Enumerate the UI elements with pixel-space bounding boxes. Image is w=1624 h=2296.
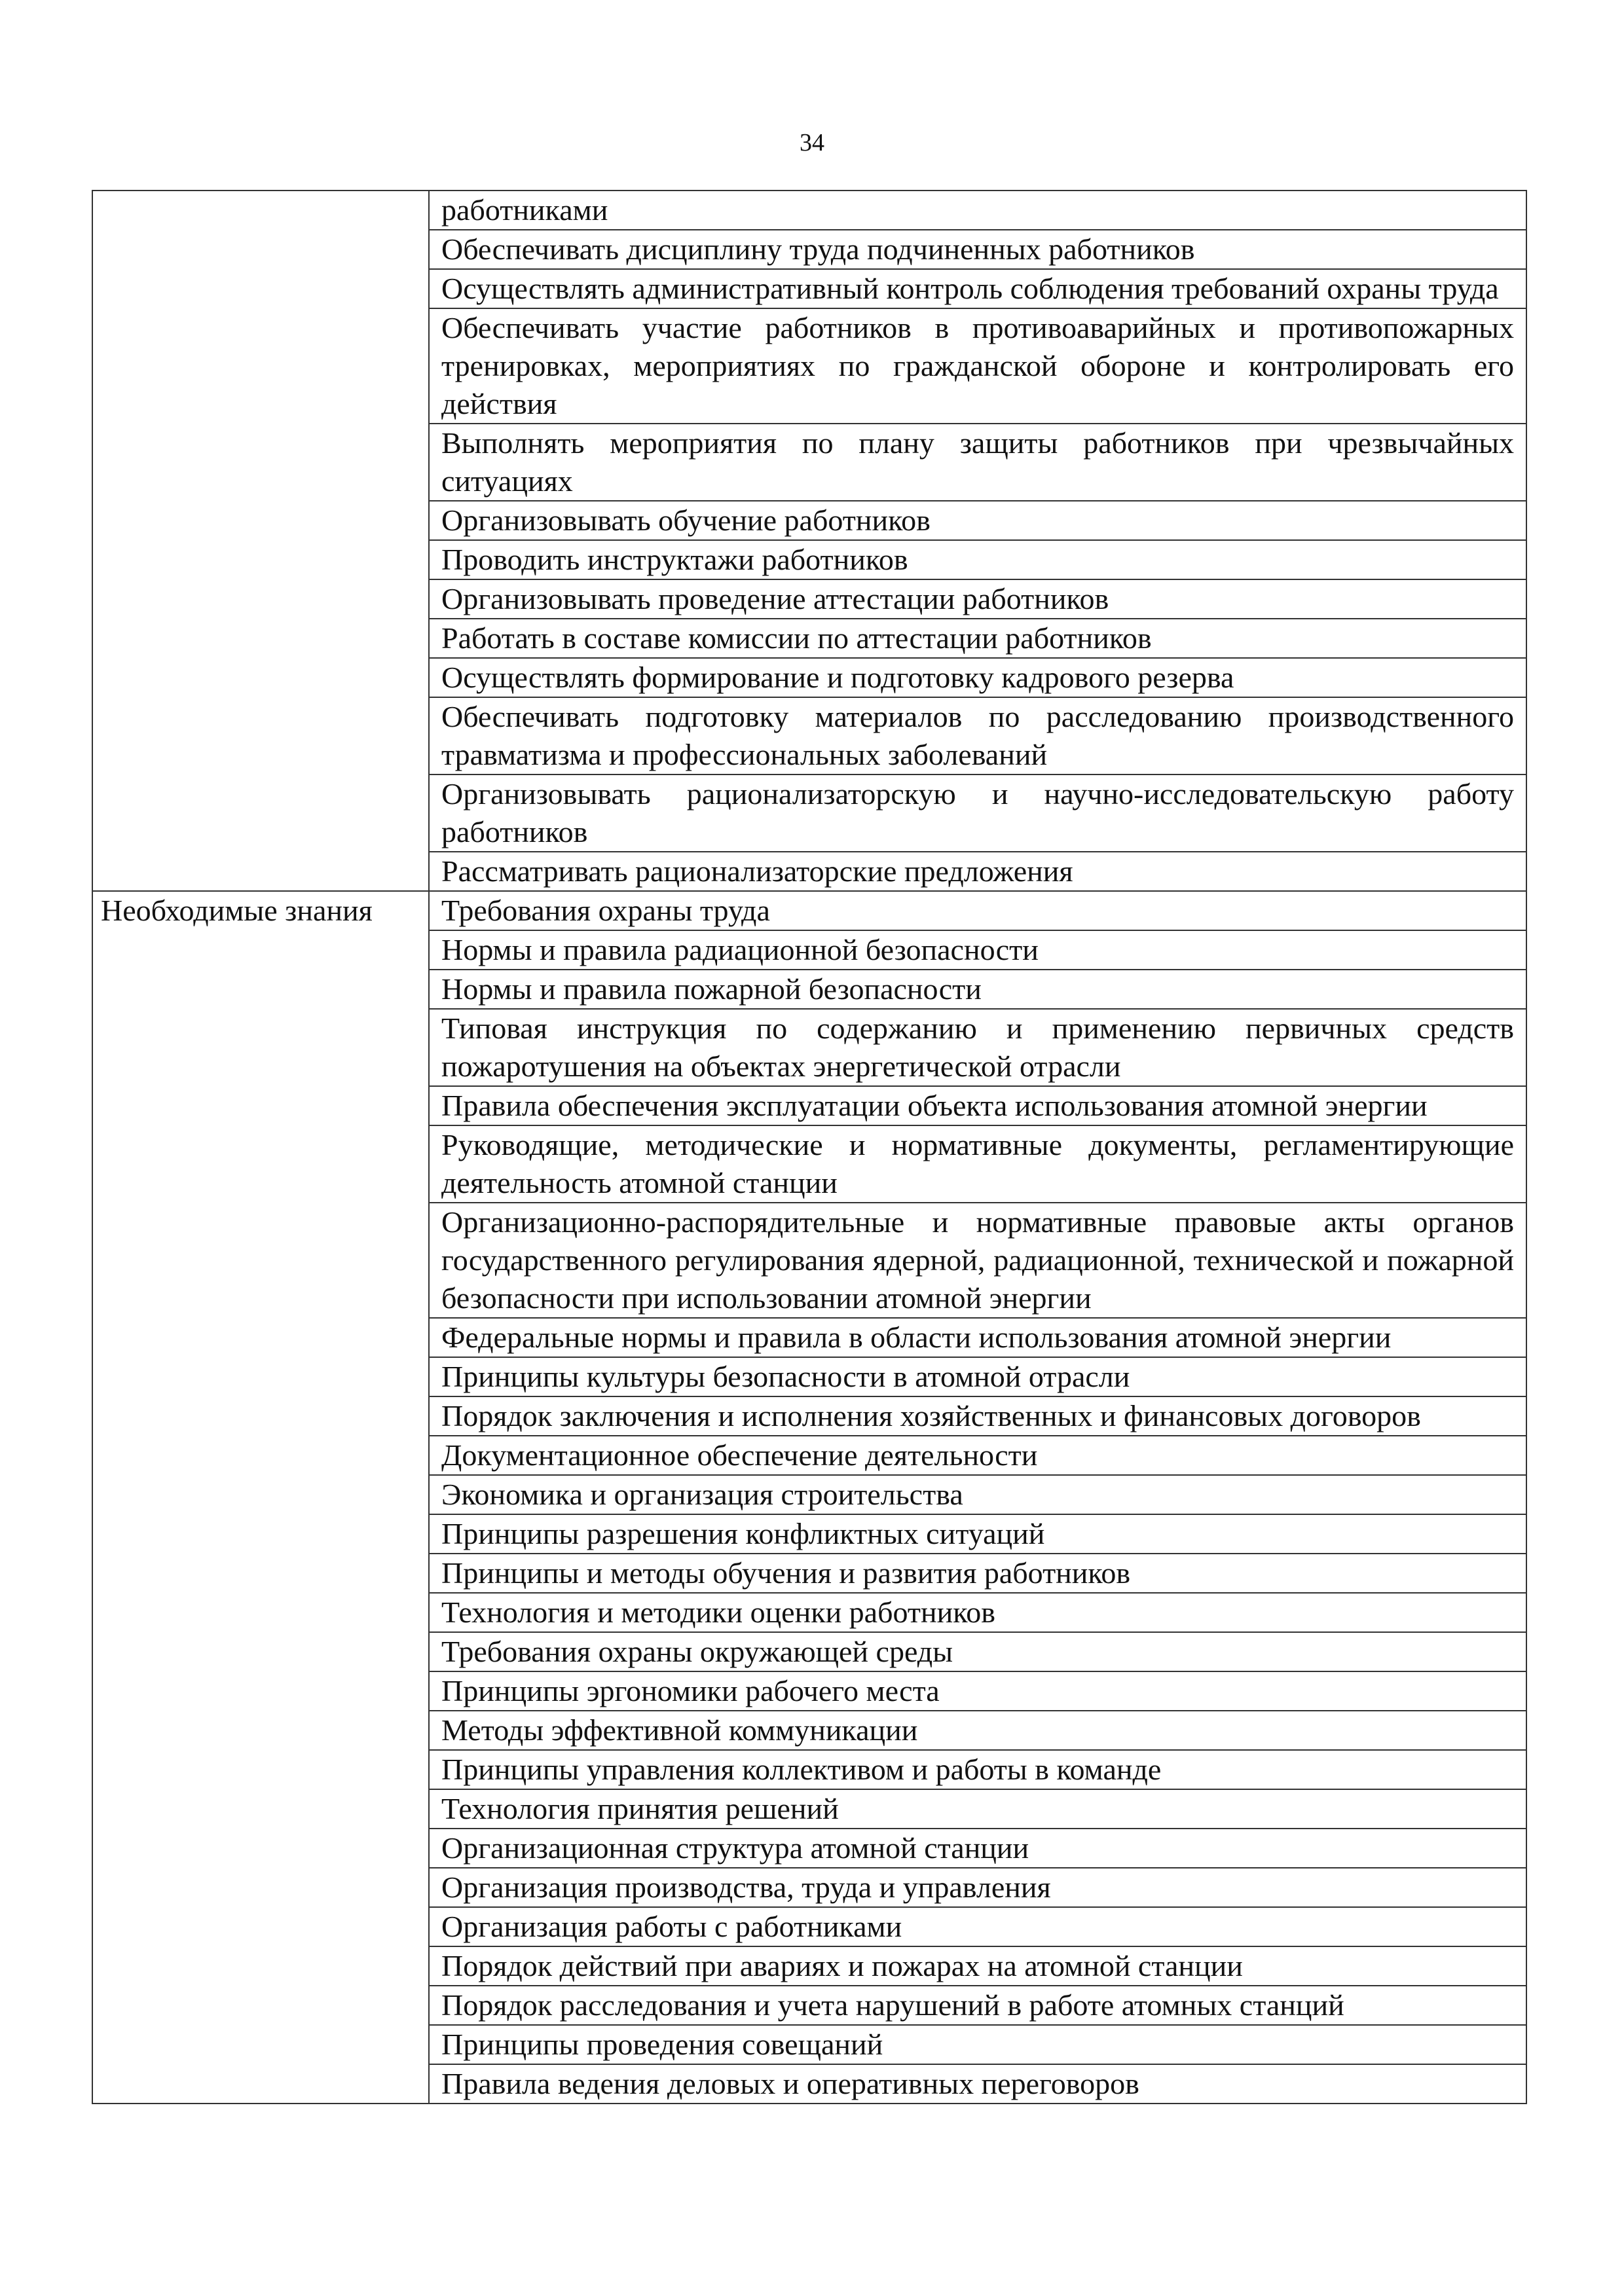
section-label-continuation	[92, 852, 429, 891]
section-label-continuation	[92, 1396, 429, 1436]
table-row	[92, 774, 1526, 852]
requirement-item: Правила обеспечения эксплуатации объекта использования атомной энергии	[429, 1086, 1526, 1125]
section-label-continuation	[92, 658, 429, 697]
requirement-item: Методы эффективной коммуникации	[429, 1711, 1526, 1750]
table-row	[92, 1318, 1526, 1357]
table-row	[92, 697, 1526, 774]
table-row	[92, 1789, 1526, 1829]
table-row	[92, 1009, 1526, 1086]
requirement-item: Организовывать обучение работников	[429, 501, 1526, 540]
table-row	[92, 1357, 1526, 1396]
table-row	[92, 1946, 1526, 1986]
requirement-item: Требования охраны труда	[429, 891, 1526, 930]
table-row	[92, 269, 1526, 308]
section-label-continuation	[92, 2025, 429, 2064]
table-row	[92, 891, 1526, 930]
section-label-continuation	[92, 1203, 429, 1318]
requirements-table	[92, 190, 1527, 2104]
section-label-continuation	[92, 424, 429, 501]
requirement-item: Руководящие, методические и нормативные документы, регламентирующие деятельность атомной станции	[429, 1125, 1526, 1203]
table-row	[92, 1514, 1526, 1554]
section-label-continuation	[92, 697, 429, 774]
section-label-continuation	[92, 579, 429, 619]
requirement-item: Организационная структура атомной станции	[429, 1829, 1526, 1868]
table-row	[92, 540, 1526, 579]
section-label-continuation	[92, 1436, 429, 1475]
requirement-item: Принципы культуры безопасности в атомной отрасли	[429, 1357, 1526, 1396]
section-label-continuation	[92, 1086, 429, 1125]
requirement-item: Работать в составе комиссии по аттестации работников	[429, 619, 1526, 658]
section-label-continuation	[92, 1868, 429, 1907]
requirement-item: Принципы разрешения конфликтных ситуаций	[429, 1514, 1526, 1554]
requirement-item: Осуществлять формирование и подготовку кадрового резерва	[429, 658, 1526, 697]
requirement-item: Типовая инструкция по содержанию и применению первичных средств пожаротушения на объектах энергетической отрасли	[429, 1009, 1526, 1086]
section-label-continuation	[92, 1671, 429, 1711]
table-row	[92, 852, 1526, 891]
table-row	[92, 2025, 1526, 2064]
section-label-continuation	[92, 1907, 429, 1946]
table-row	[92, 1829, 1526, 1868]
table-row	[92, 1436, 1526, 1475]
section-label-continuation	[92, 619, 429, 658]
requirement-item: Обеспечивать подготовку материалов по расследованию производственного травматизма и профессиональных заболеваний	[429, 697, 1526, 774]
table-row	[92, 1907, 1526, 1946]
section-label-continuation	[92, 1946, 429, 1986]
section-label-continuation	[92, 1711, 429, 1750]
section-label-continuation	[92, 540, 429, 579]
table-row	[92, 1396, 1526, 1436]
section-label	[92, 191, 429, 230]
requirement-item: Принципы проведения совещаний	[429, 2025, 1526, 2064]
section-label-continuation	[92, 774, 429, 852]
requirement-item: Требования охраны окружающей среды	[429, 1632, 1526, 1671]
section-label-continuation	[92, 970, 429, 1009]
table-row	[92, 930, 1526, 970]
requirement-item: Обеспечивать участие работников в противоаварийных и противопожарных тренировках, мероприятиях по гражданской обороне и контролировать его действия	[429, 308, 1526, 424]
table-row	[92, 1086, 1526, 1125]
section-label-continuation	[92, 1829, 429, 1868]
table-row	[92, 1475, 1526, 1514]
table-row	[92, 1711, 1526, 1750]
section-label: Необходимые знания	[92, 891, 429, 930]
table-row	[92, 1632, 1526, 1671]
section-label-continuation	[92, 1318, 429, 1357]
section-label-continuation	[92, 2064, 429, 2104]
requirement-item: Порядок расследования и учета нарушений в работе атомных станций	[429, 1986, 1526, 2025]
table-row	[92, 579, 1526, 619]
section-label-continuation	[92, 501, 429, 540]
requirement-item: Организация производства, труда и управления	[429, 1868, 1526, 1907]
requirement-item: Нормы и правила пожарной безопасности	[429, 970, 1526, 1009]
requirement-item: Принципы эргономики рабочего места	[429, 1671, 1526, 1711]
requirement-item: Документационное обеспечение деятельности	[429, 1436, 1526, 1475]
requirement-item: Осуществлять административный контроль соблюдения требований охраны труда	[429, 269, 1526, 308]
requirement-item: Порядок заключения и исполнения хозяйственных и финансовых договоров	[429, 1396, 1526, 1436]
table-row	[92, 970, 1526, 1009]
table-row	[92, 1125, 1526, 1203]
table-row	[92, 230, 1526, 269]
requirement-item: Технология принятия решений	[429, 1789, 1526, 1829]
section-label-continuation	[92, 1750, 429, 1789]
table-row	[92, 1593, 1526, 1632]
section-label-continuation	[92, 1632, 429, 1671]
table-row	[92, 1554, 1526, 1593]
requirement-item: Федеральные нормы и правила в области использования атомной энергии	[429, 1318, 1526, 1357]
requirement-item: Организовывать рационализаторскую и научно-исследовательскую работу работников	[429, 774, 1526, 852]
section-label-continuation	[92, 230, 429, 269]
table-row	[92, 1868, 1526, 1907]
section-label-continuation	[92, 1357, 429, 1396]
table-row	[92, 658, 1526, 697]
section-label-continuation	[92, 308, 429, 424]
requirement-item: Организация работы с работниками	[429, 1907, 1526, 1946]
requirement-item: Принципы и методы обучения и развития работников	[429, 1554, 1526, 1593]
requirement-item: Технология и методики оценки работников	[429, 1593, 1526, 1632]
table-row	[92, 308, 1526, 424]
requirement-item: работниками	[429, 191, 1526, 230]
section-label-continuation	[92, 1554, 429, 1593]
requirement-item: Организационно-распорядительные и нормативные правовые акты органов государственного регулирования ядерной, радиационной, технической и пожарной безопасности при использовании атомной энергии	[429, 1203, 1526, 1318]
requirement-item: Принципы управления коллективом и работы в команде	[429, 1750, 1526, 1789]
requirement-item: Порядок действий при авариях и пожарах на атомной станции	[429, 1946, 1526, 1986]
section-label-continuation	[92, 930, 429, 970]
section-label-continuation	[92, 1514, 429, 1554]
table-row	[92, 2064, 1526, 2104]
section-label-continuation	[92, 269, 429, 308]
table-row	[92, 1203, 1526, 1318]
requirement-item: Организовывать проведение аттестации работников	[429, 579, 1526, 619]
requirement-item: Нормы и правила радиационной безопасности	[429, 930, 1526, 970]
requirement-item: Выполнять мероприятия по плану защиты работников при чрезвычайных ситуациях	[429, 424, 1526, 501]
requirement-item: Обеспечивать дисциплину труда подчиненных работников	[429, 230, 1526, 269]
requirement-item: Экономика и организация строительства	[429, 1475, 1526, 1514]
section-label-continuation	[92, 1593, 429, 1632]
table-row	[92, 1986, 1526, 2025]
table-row	[92, 191, 1526, 230]
requirements-table-body	[92, 191, 1526, 2104]
section-label-continuation	[92, 1475, 429, 1514]
requirement-item: Правила ведения деловых и оперативных переговоров	[429, 2064, 1526, 2104]
table-row	[92, 1671, 1526, 1711]
table-row	[92, 1750, 1526, 1789]
section-label-continuation	[92, 1986, 429, 2025]
requirement-item: Проводить инструктажи работников	[429, 540, 1526, 579]
requirement-item: Рассматривать рационализаторские предложения	[429, 852, 1526, 891]
page-number: 34	[800, 129, 824, 156]
section-label-continuation	[92, 1125, 429, 1203]
section-label-continuation	[92, 1009, 429, 1086]
table-row	[92, 619, 1526, 658]
table-row	[92, 501, 1526, 540]
section-label-continuation	[92, 1789, 429, 1829]
table-row	[92, 424, 1526, 501]
